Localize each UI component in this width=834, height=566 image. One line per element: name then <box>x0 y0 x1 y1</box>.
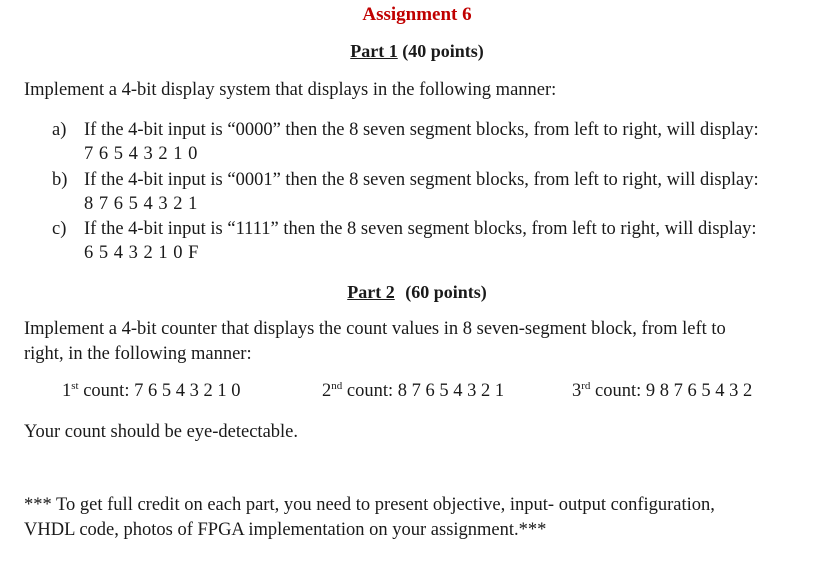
count-ordinal-suffix: st <box>71 379 79 392</box>
part2-heading <box>0 282 834 303</box>
assignment-title: Assignment 6 <box>362 4 472 25</box>
part2-points: (60 points) <box>405 282 487 302</box>
count-value: 7 6 5 4 3 2 1 0 <box>134 381 241 401</box>
part2-label: Part 2 <box>347 282 395 302</box>
part1-points: (40 points) <box>402 41 484 61</box>
part1-heading <box>0 41 834 62</box>
count-ordinal: 3 <box>572 381 582 401</box>
count-ordinal-suffix: nd <box>331 379 343 392</box>
part2-intro-line2: right, in the following manner: <box>24 344 252 364</box>
part1-label: Part 1 <box>350 41 398 61</box>
count-label: count: <box>78 381 135 401</box>
list-item-marker: a) <box>52 120 67 140</box>
footer-line2: VHDL code, photos of FPGA implementation on your assignment.*** <box>24 520 547 540</box>
footer-line1: *** To get full credit on each part, you need to present objective, input- output configuration, <box>24 495 715 515</box>
part2-note: Your count should be eye-detectable. <box>24 422 299 442</box>
list-item-display: 7 6 5 4 3 2 1 0 <box>84 144 198 164</box>
count-label: count: <box>342 381 398 401</box>
list-item-marker: b) <box>52 170 68 190</box>
list-item-text: If the 4-bit input is “1111” then the 8 seven segment blocks, from left to right, will display: <box>84 219 757 239</box>
list-item-display: 6 5 4 3 2 1 0 F <box>84 243 199 263</box>
list-item-text: If the 4-bit input is “0001” then the 8 seven segment blocks, from left to right, will display: <box>84 170 759 190</box>
list-item-display: 8 7 6 5 4 3 2 1 <box>84 194 198 214</box>
count-ordinal: 2 <box>322 381 332 401</box>
count-value: 8 7 6 5 4 3 2 1 <box>397 381 505 401</box>
count-value: 9 8 7 6 5 4 3 2 <box>645 381 753 401</box>
count-label: count: <box>590 381 646 401</box>
count-ordinal: 1 <box>62 381 72 401</box>
count-item-3 <box>572 381 752 402</box>
part2-intro-line1: Implement a 4-bit counter that displays the count values in 8 seven-segment block, from left to <box>24 319 726 339</box>
part1-intro: Implement a 4-bit display system that displays in the following manner: <box>24 80 557 100</box>
count-item-2 <box>322 381 504 402</box>
count-ordinal-suffix: rd <box>581 379 591 392</box>
list-item-marker: c) <box>52 219 67 239</box>
count-item-1 <box>62 381 240 402</box>
list-item-text: If the 4-bit input is “0000” then the 8 seven segment blocks, from left to right, will display: <box>84 120 759 140</box>
